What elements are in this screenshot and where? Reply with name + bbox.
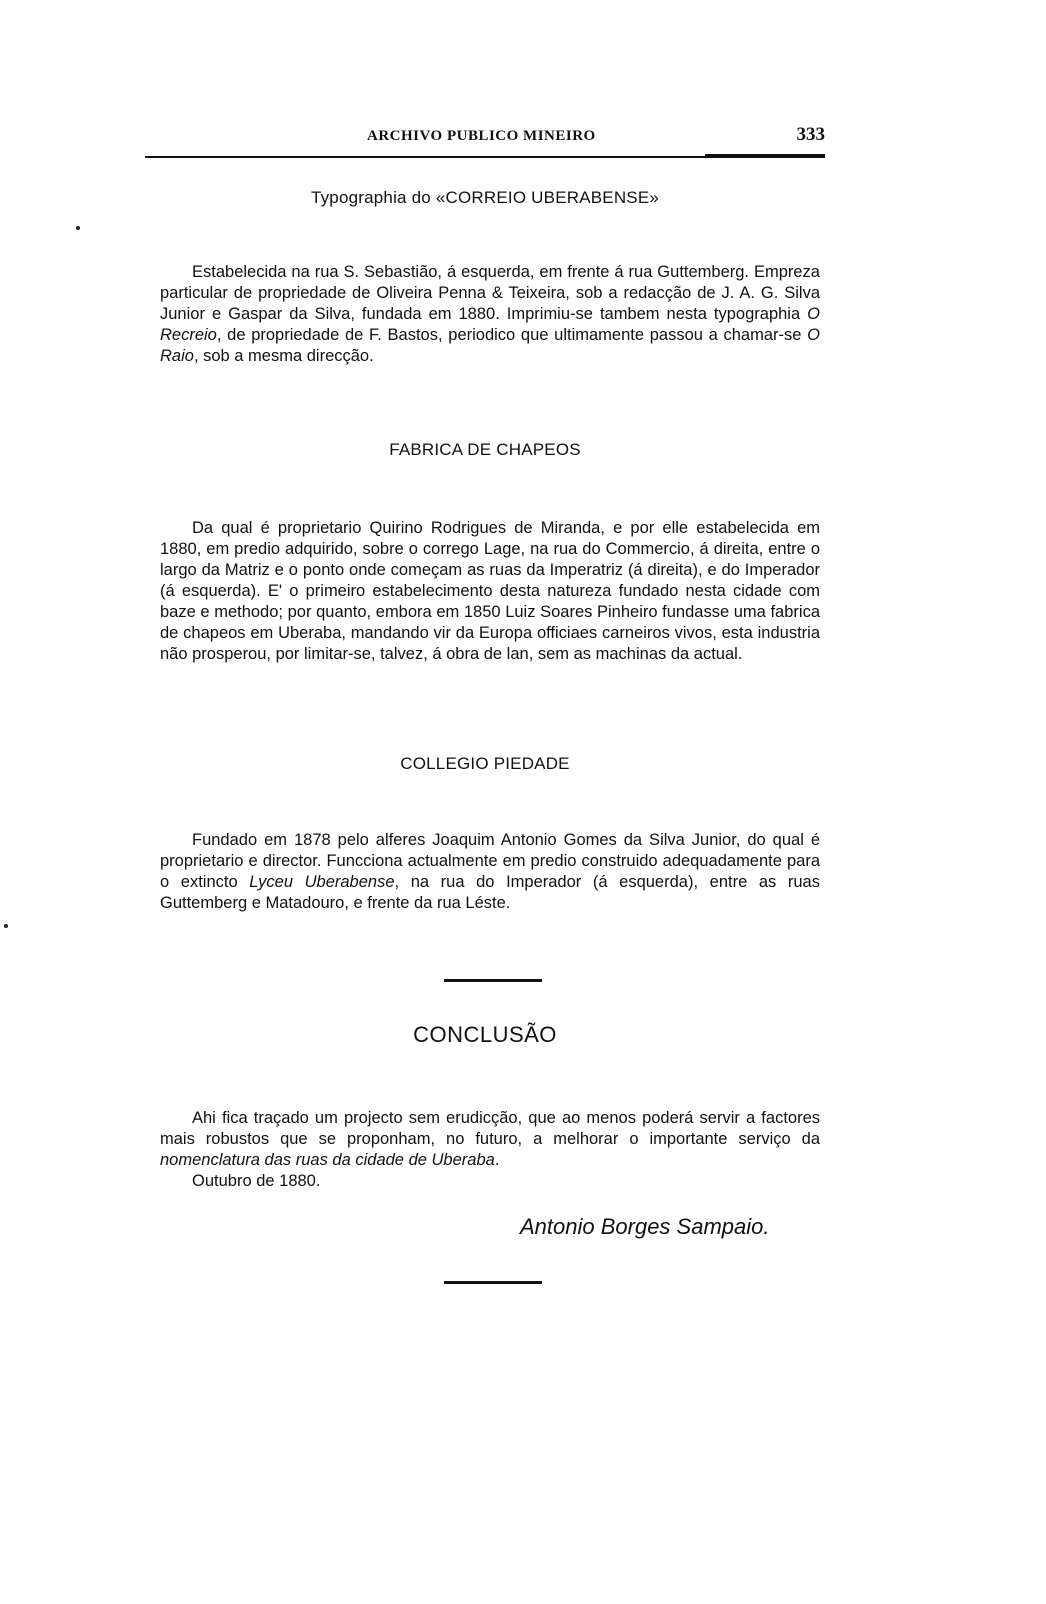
paragraph: Da qual é proprietario Quirino Rodrigues de Miranda, e por elle estabelecida em 1880, em predio adquirido, sobre o corrego Lage, na rua do Commercio, á direita, entre o largo da Matriz e o ponto onde começam as ruas da Imperatriz (á direita), e do Imperador (á esquerda). E' o primeiro estabelecimento desta natureza fundado nesta cidade com baze e methodo; por quanto, embora em 1850 Luiz Soares Pinheiro fundasse uma fabrica de chapeos em Uberaba, mandando vir da Europa officiaes carneiros vivos, esta industria não prosperou, por limitar-se, talvez, á obra de lan, sem as machinas da actual. xyxy=(160,519,820,663)
italic-phrase-nomenclatura: nomenclatura das ruas da cidade de Uberaba xyxy=(160,1151,495,1169)
date-line: Outubro de 1880. xyxy=(192,1172,321,1190)
section-paragraph-typographia xyxy=(160,262,820,367)
closing-divider xyxy=(444,1281,542,1284)
author-signature: Antonio Borges Sampaio. xyxy=(520,1214,770,1239)
running-title: ARCHIVO PUBLICO MINEIRO xyxy=(367,128,596,144)
paragraph xyxy=(160,262,820,367)
italic-title-raio: O Raio xyxy=(160,326,820,365)
text-run: , sob a mesma direcção. xyxy=(193,347,374,365)
section-title-collegio: COLLEGIO PIEDADE xyxy=(400,754,570,773)
section-divider xyxy=(444,979,542,982)
section-paragraph-fabrica xyxy=(160,518,820,665)
paragraph xyxy=(160,830,820,914)
running-header xyxy=(145,124,825,158)
conclusion-paragraph xyxy=(160,1108,820,1192)
conclusion-title: CONCLUSÃO xyxy=(413,1022,557,1047)
text-run: Ahi fica traçado um projecto sem erudicção, que ao menos poderá servir a factores mais robustos que se proponham, no futuro, a melhorar o importante serviço da xyxy=(160,1109,820,1148)
italic-title-lyceu: Lyceu Uberabense xyxy=(249,873,395,891)
text-run: , de propriedade de F. Bastos, periodico que ultimamente passou a chamar-se xyxy=(216,326,808,344)
page-number: 333 xyxy=(796,124,825,145)
text-run: , na rua do Imperador (á esquerda), entre as ruas Guttemberg e Matadouro, e frente da rua Léste. xyxy=(160,873,820,912)
header-rule-accent xyxy=(705,154,825,158)
section-paragraph-collegio xyxy=(160,830,820,914)
margin-speck xyxy=(76,226,80,230)
margin-speck xyxy=(4,924,8,928)
paragraph xyxy=(160,1108,820,1171)
section-title-fabrica: FABRICA DE CHAPEOS xyxy=(389,440,581,459)
text-run: Fundado em 1878 pelo alferes Joaquim Antonio Gomes da Silva Junior, do qual é proprietario e director. Funcciona actualmente em predio construido adequadamente para o extincto xyxy=(160,831,820,891)
text-run: Estabelecida na rua S. Sebastião, á esquerda, em frente á rua Guttemberg. Empreza particular de propriedade de Oliveira Penna & Teixeira, sob a redacção de J. A. G. Silva Junior e Gaspar da Silva, fundada em 1880. Imprimiu-se tambem nesta typographia xyxy=(160,263,820,323)
text-run: . xyxy=(494,1151,500,1169)
section-title-typographia: Typographia do «CORREIO UBERABENSE» xyxy=(310,188,660,207)
italic-title-recreio: O Recreio xyxy=(160,305,820,344)
